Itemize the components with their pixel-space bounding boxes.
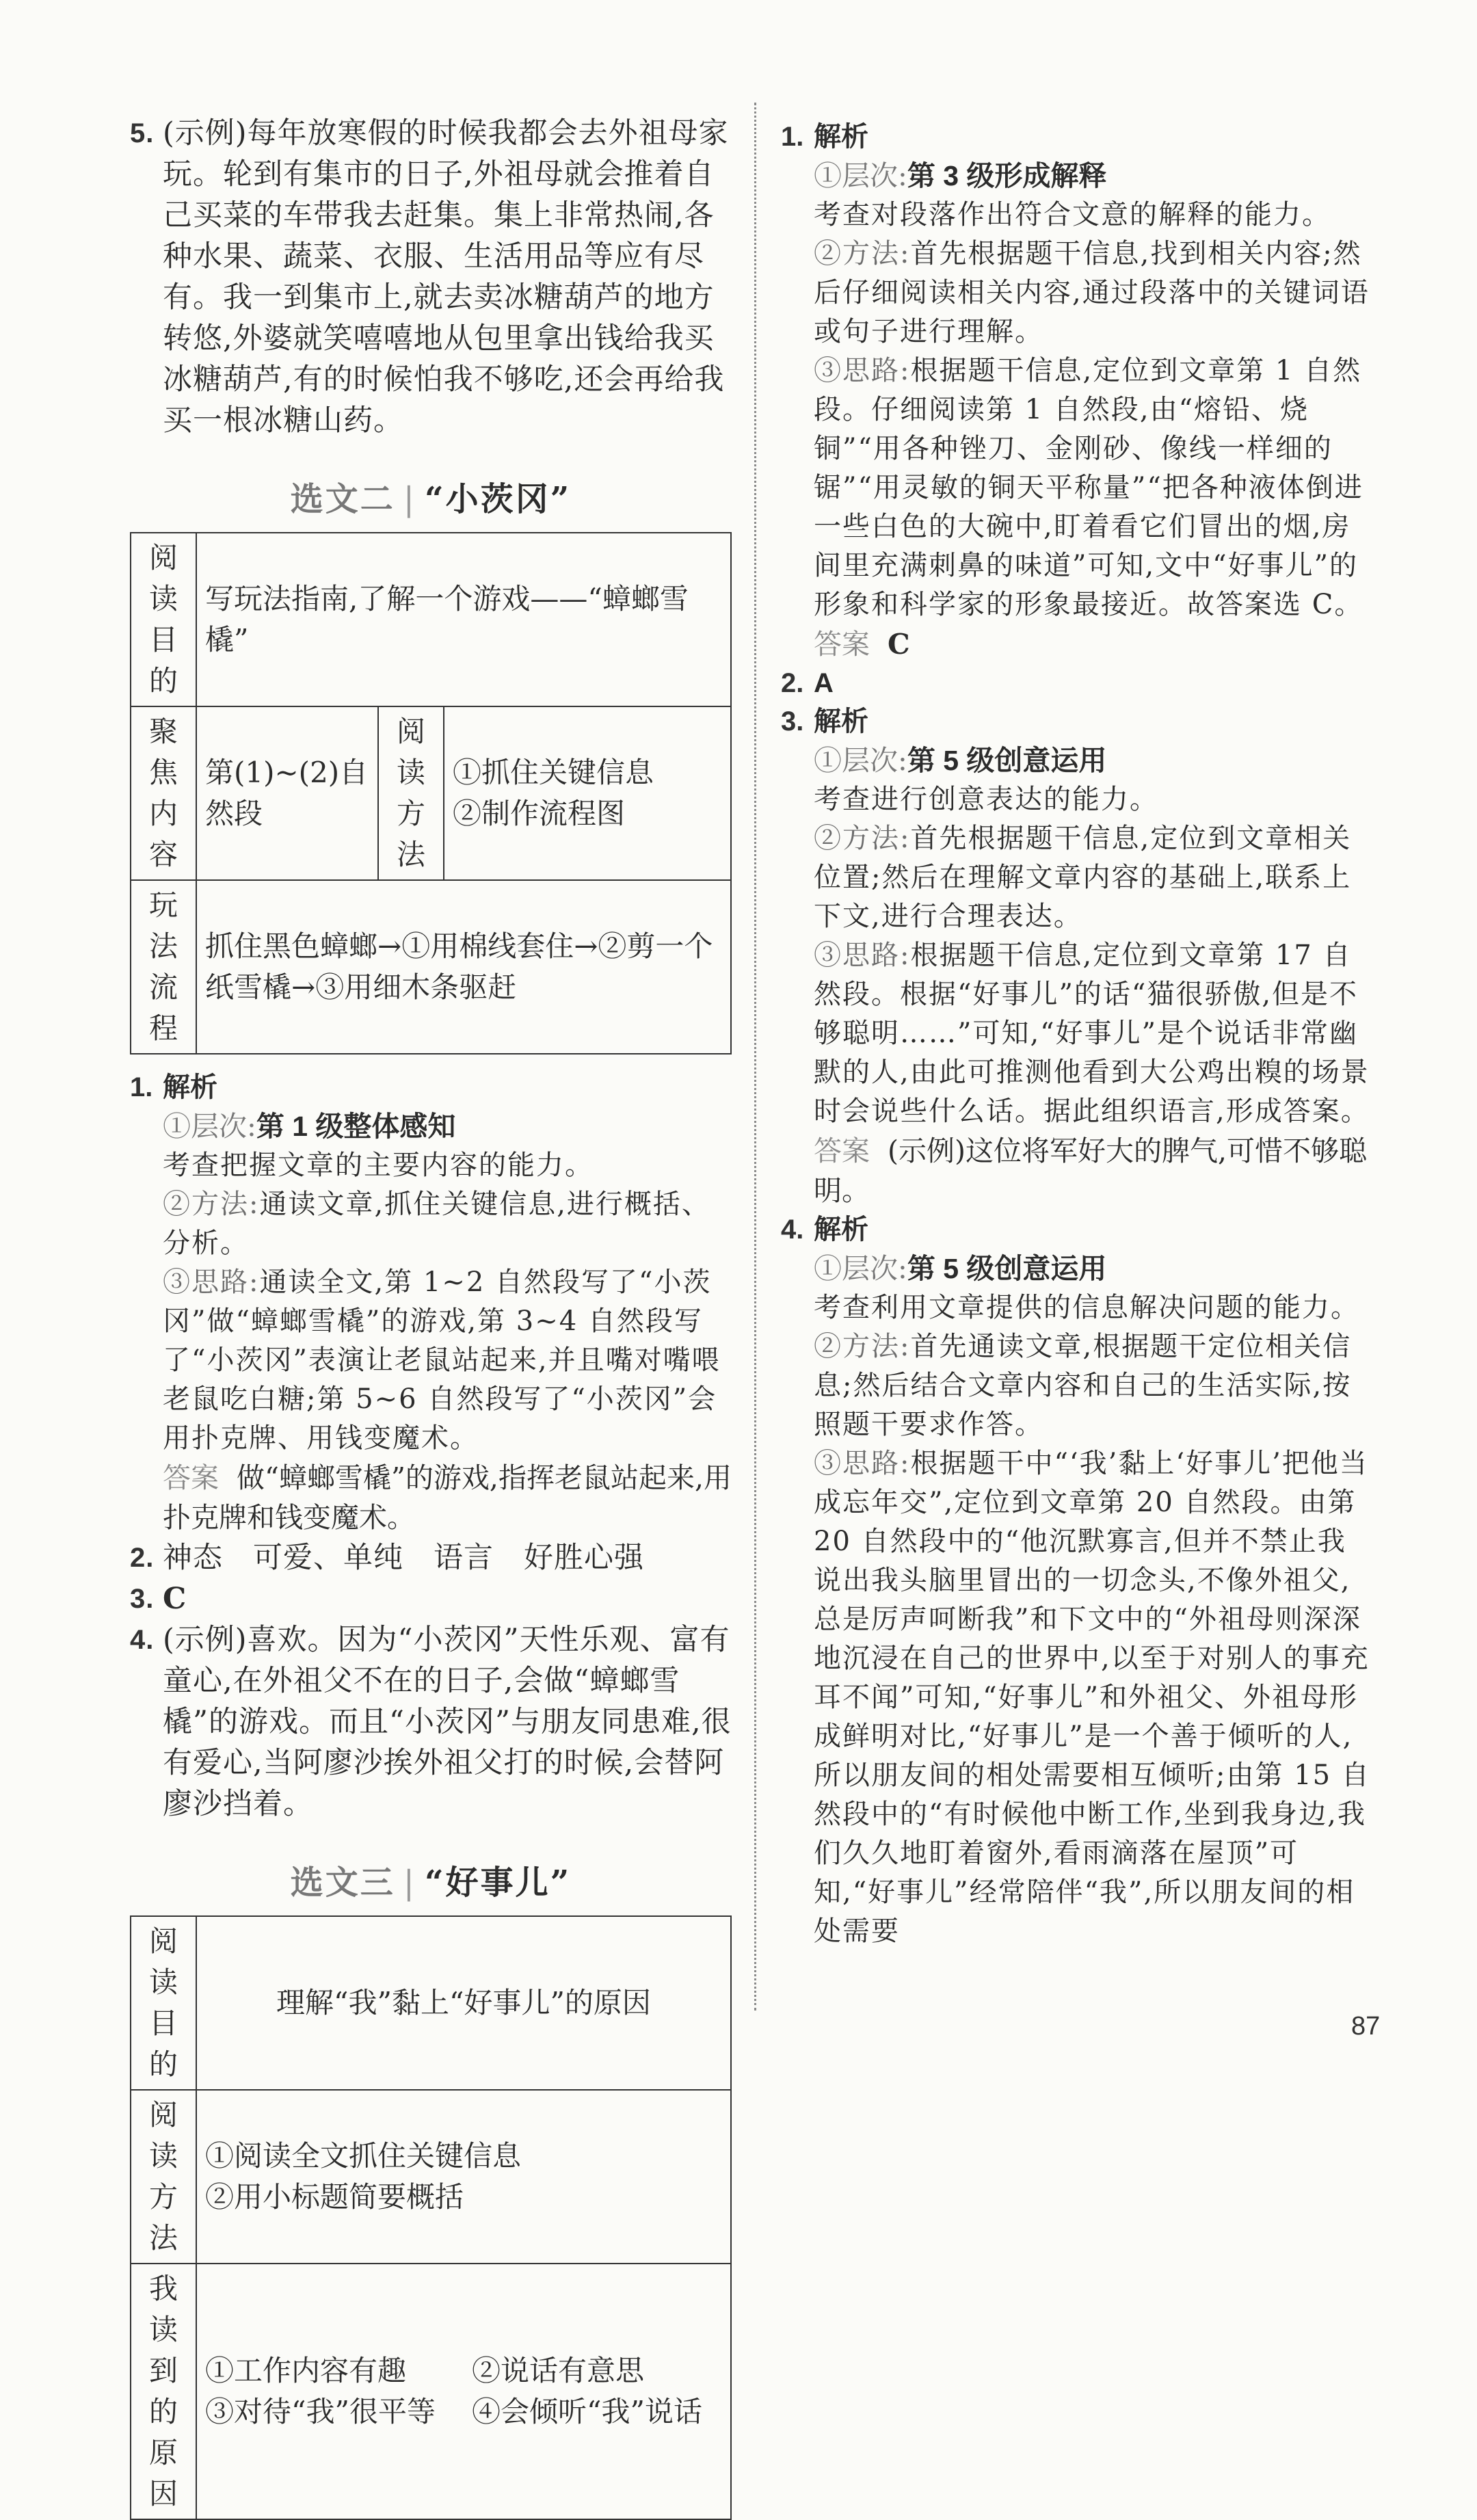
section-title-2: 选文二 | “小茨冈” (290, 480, 572, 518)
table-cell: 理解“我”黏上“好事儿”的原因 (196, 1916, 731, 2090)
table-cell: ①工作内容有趣 ③对待“我”很平等 (196, 2264, 464, 2519)
answer-5-text: (示例)每年放寒假的时候我都会去外祖母家玩。轮到有集市的日子,外祖母就会推着自己买菜的车带我去赶集。集上非常热闹,各种水果、蔬菜、衣服、生活用品等应有尽有。我一到集市上,就去卖冰糖葫芦的地方转悠,外婆就笑嘻嘻地从包里拿出钱给我买冰糖葫芦,有的时候怕我不够吃,还会再给我买一根冰糖山药。 (163, 116, 729, 438)
table-cell: 第(1)~(2)自然段 (196, 706, 378, 880)
answer-2: 2. 神态 可爱、单纯 语言 好胜心强 (130, 1541, 644, 1575)
table-header: 阅读方法 (131, 2090, 196, 2264)
table-header: 玩法流程 (131, 880, 196, 1054)
reading-table-3 (130, 1915, 732, 2520)
table-cell: 写玩法指南,了解一个游戏——“蟑螂雪橇” (196, 533, 731, 706)
answer-3: 3. C (130, 1582, 187, 1616)
table-cell: ②说话有意思 ④会倾听“我”说话 (464, 2264, 731, 2519)
analysis-4: 4. 解析 ①层次:第 5 级创意运用 考查利用文章提供的信息解决问题的能力。 ②方法:首先通读文章,根据题干定位相关信息;然后结合文章内容和自己的生活实际,按照题干要求作答。 ③思路:根据题干中“‘我’黏上‘好事儿’把他当成忘年交”,定位到文章第 20 自然段。由第 20 自然段中的“他沉默寡言,但并不禁止我说出我头脑里冒出的一切念头,不像外祖父,总是厉声呵断我”和下文中的“外祖母则深深地沉浸在自己的世界中,以至于对别人的事充耳不闻”可知,“好事儿”和外祖父、外祖母形成鲜明对比,“好事儿”是一个善于倾听的人,所以朋友间的相处需要相互倾听;由第 15 自然段中的“有时候他中断工作,坐到我身边,我们久久地盯着窗外,看雨滴落在屋顶”可知,“好事儿”经常陪伴“我”,所以朋友间的相处需要 (781, 1215, 1370, 1947)
section-title-3: 选文三 | “好事儿” (290, 1864, 572, 1902)
table-header: 聚焦内容 (131, 706, 196, 880)
column-divider (754, 103, 756, 2011)
analysis-3: 3. 解析 ①层次:第 5 级创意运用 考查进行创意表达的能力。 ②方法:首先根据题干信息,定位到文章相关位置;然后在理解文章内容的基础上,联系上下文,进行合理表达。 ③思路:根据题干信息,定位到文章第 17 自然段。根据“好事儿”的话“猫很骄傲,但是不够聪明……”可知,“好事儿”是个说话非常幽默的人,由此可推测他看到大公鸡出糗的场景时会说些什么话。据此组织语言,形成答案。 答案 (示例)这位将军好大的脾气,可惜不够聪明。 (781, 706, 1370, 1207)
table-cell: 抓住黑色蟑螂→①用棉线套住→②剪一个纸雪橇→③用细木条驱赶 (196, 880, 731, 1054)
table-cell: ①阅读全文抓住关键信息 ②用小标题简要概括 (196, 2090, 731, 2264)
table-cell: ①抓住关键信息 ②制作流程图 (444, 706, 731, 880)
analysis-1: 1. 解析 ①层次:第 3 级形成解释 考查对段落作出符合文意的解释的能力。 ②方法:首先根据题干信息,找到相关内容;然后仔细阅读相关内容,通过段落中的关键词语或句子进行理解。 ③思路:根据题干信息,定位到文章第 1 自然段。仔细阅读第 1 自然段,由“熔铅、烧铜”“用各种锉刀、金刚砂、像线一样细的锯”“用灵敏的铜天平称量”“把各种液体倒进一些白色的大碗中,盯着看它们冒出的烟,房间里充满刺鼻的味道”可知,文中“好事儿”的形象和科学家的形象最接近。故答案选 C。 答案 C (781, 122, 1370, 661)
table-header: 阅读方法 (378, 706, 444, 880)
table-header: 阅读目的 (131, 533, 196, 706)
table-header: 我读到的原因 (131, 2264, 196, 2519)
analysis-2: 2. A (781, 668, 834, 698)
page-number: 87 (1351, 2012, 1381, 2041)
left-column (130, 113, 732, 2520)
right-column (781, 118, 1374, 1951)
reading-table-2 (130, 532, 732, 1055)
answer-1: 1. 解析 ①层次:第 1 级整体感知 考查把握文章的主要内容的能力。 ②方法:通读文章,抓住关键信息,进行概括、分析。 ③思路:通读全文,第 1~2 自然段写了“小茨冈”做“蟑螂雪橇”的游戏,第 3~4 自然段写了“小茨冈”表演让老鼠站起来,并且嘴对嘴喂老鼠吃白糖;第 5~6 自然段写了“小茨冈”会用扑克牌、用钱变魔术。 答案 做“蟑螂雪橇”的游戏,指挥老鼠站起来,用扑克牌和钱变魔术。 (130, 1072, 732, 1534)
answer-4: 4. (示例)喜欢。因为“小茨冈”天性乐观、富有童心,在外祖父不在的日子,会做“蟑螂雪橇”的游戏。而且“小茨冈”与朋友同患难,很有爱心,当阿廖沙挨外祖父打的时候,会替阿廖沙挡着。 (130, 1623, 732, 1821)
table-header: 阅读目的 (131, 1916, 196, 2090)
answer-5: 5. (示例)每年放寒假的时候我都会去外祖母家玩。轮到有集市的日子,外祖母就会推着自己买菜的车带我去赶集。集上非常热闹,各种水果、蔬菜、衣服、生活用品等应有尽有。我一到集市上,就去卖冰糖葫芦的地方转悠,外婆就笑嘻嘻地从包里拿出钱给我买冰糖葫芦,有的时候怕我不够吃,还会再给我买一根冰糖山药。 (130, 116, 729, 438)
